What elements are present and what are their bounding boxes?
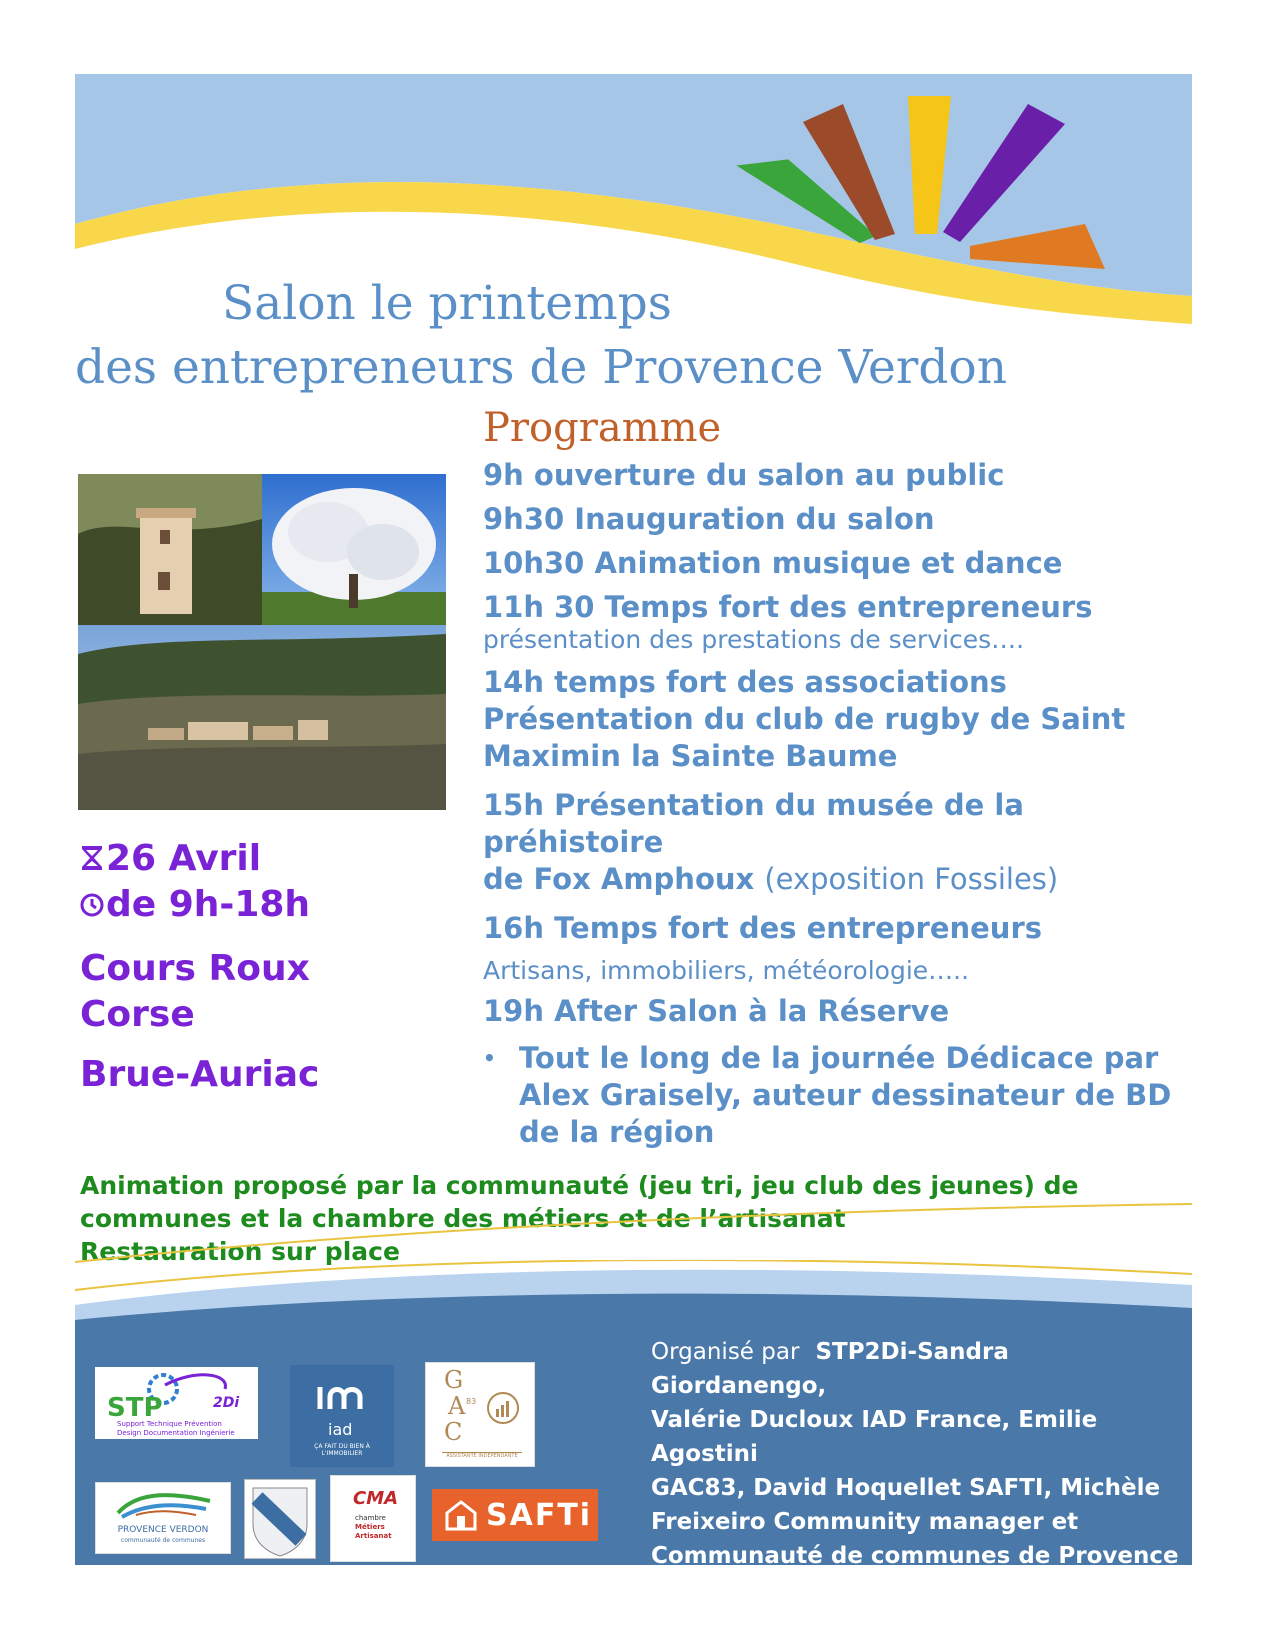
safti-mark: SAFTi	[486, 1498, 593, 1533]
programme-bullet-item	[483, 1040, 1203, 1151]
programme-item-note: (exposition Fossiles)	[764, 862, 1059, 896]
programme-item: 15h Présentation du musée de la préhistoire	[483, 788, 1024, 859]
stp2di-logo	[95, 1367, 258, 1439]
clock-icon	[80, 890, 104, 918]
hourglass-icon	[80, 844, 104, 872]
note-line: Animation proposé par la communauté (jeu tri, jeu club des jeunes) de	[80, 1171, 1079, 1200]
programme-item: 14h temps fort des associations	[483, 665, 1007, 699]
iad-tagline: ÇA FAIT DU BIEN À L'IMMOBILIER	[314, 1443, 370, 1457]
organisers-lead: Organisé par	[651, 1339, 800, 1365]
organisers-block	[651, 1335, 1191, 1641]
event-date-row	[80, 836, 440, 882]
bullet-icon: •	[483, 1046, 496, 1070]
iad-logo-mark	[314, 1379, 370, 1419]
programme-item: 19h After Salon à la Réserve	[483, 994, 950, 1028]
programme-item: Maximin la Sainte Baume	[483, 739, 898, 773]
organisers-line: chambre des métiers et de l’artisanat	[651, 1611, 1142, 1637]
photo-collage	[78, 474, 446, 810]
stp-mark: STP	[107, 1393, 163, 1423]
programme-subtext: Artisans, immobiliers, météorologie…..	[483, 956, 970, 985]
programme-item	[483, 861, 1203, 898]
stp-tagline: Support Technique Prévention Design Documentation Ingénierie	[117, 1420, 235, 1437]
chart-icon	[486, 1391, 520, 1425]
event-place-line-2: Corse	[80, 994, 195, 1035]
programme-item-text: de Fox Amphoux	[483, 862, 755, 896]
programme-heading: Programme	[483, 405, 722, 451]
programme-list	[483, 457, 1203, 1158]
provence-verdon-logo-mark	[116, 1489, 212, 1521]
provence-verdon-tagline: communauté de communes	[120, 1537, 206, 1544]
bullet-line: Alex Graisely, auteur dessinateur de BD	[519, 1078, 1172, 1112]
iad-logo	[290, 1365, 394, 1467]
organisers-line: GAC83, David Hoquellet SAFTI, Michèle	[651, 1475, 1161, 1501]
cma-mark: CMA	[353, 1488, 399, 1509]
gac-number: 83	[466, 1397, 477, 1406]
event-place-line-1: Cours Roux	[80, 948, 310, 989]
cma-logo	[330, 1475, 416, 1562]
programme-item: 9h ouverture du salon au public	[483, 458, 1005, 492]
organisers-line: Freixeiro Community manager et	[651, 1509, 1079, 1535]
programme-item: 16h Temps fort des entrepreneurs	[483, 911, 1043, 945]
bullet-line: Tout le long de la journée Dédicace par	[519, 1041, 1159, 1075]
programme-item: 11h 30 Temps fort des entrepreneurs	[483, 590, 1093, 624]
title-line-1: Salon le printemps	[222, 276, 672, 331]
event-date: 26 Avril	[106, 838, 262, 879]
gac-letters: G A C	[444, 1366, 466, 1446]
note-line: communes et la chambre des métiers et de l’artisanat	[80, 1204, 846, 1233]
bullet-line: de la région	[519, 1115, 715, 1149]
crest-icon	[245, 1480, 315, 1558]
divider-wave	[75, 1190, 1192, 1270]
tower-photo	[78, 474, 262, 625]
organisers-line-1: Organisé par STP2Di-Sandra Giordanengo,	[651, 1339, 1009, 1399]
village-photo	[78, 625, 446, 810]
organisers-line: Communauté de communes de Provence	[651, 1543, 1179, 1569]
iad-mark: iad	[328, 1420, 353, 1439]
event-town: Brue-Auriac	[80, 1054, 320, 1095]
house-icon	[444, 1499, 478, 1531]
organisers-line: Valérie Ducloux IAD France, Emilie Agostini	[651, 1407, 1098, 1467]
stp-mark-2: 2Di	[213, 1395, 240, 1411]
gac83-logo	[425, 1362, 535, 1467]
organisers-line: Verdon, Mairie de Brue-Auriac	[651, 1577, 1043, 1603]
title-line-2: des entrepreneurs de Provence Verdon	[75, 340, 1007, 395]
provence-verdon-logo	[95, 1482, 231, 1554]
programme-item: 9h30 Inauguration du salon	[483, 502, 935, 536]
blossom-tree-photo	[262, 474, 446, 625]
event-hours-row	[80, 882, 440, 928]
safti-logo	[432, 1489, 598, 1541]
cma-text: chambre Métiers Artisanat	[355, 1514, 392, 1540]
note-line: Restauration sur place	[80, 1237, 400, 1266]
programme-subtext: présentation des prestations de services….	[483, 625, 1025, 654]
provence-verdon-name: PROVENCE VERDON	[117, 1525, 209, 1535]
brue-auriac-crest-logo	[244, 1479, 316, 1559]
programme-item: Présentation du club de rugby de Saint	[483, 702, 1126, 736]
page-title	[75, 272, 1192, 400]
gac-tagline: ASSISTANTE INDÉPENDANTE	[442, 1452, 522, 1459]
programme-item: 10h30 Animation musique et dance	[483, 546, 1063, 580]
event-hours: de 9h-18h	[106, 884, 311, 925]
event-info	[80, 836, 440, 1098]
